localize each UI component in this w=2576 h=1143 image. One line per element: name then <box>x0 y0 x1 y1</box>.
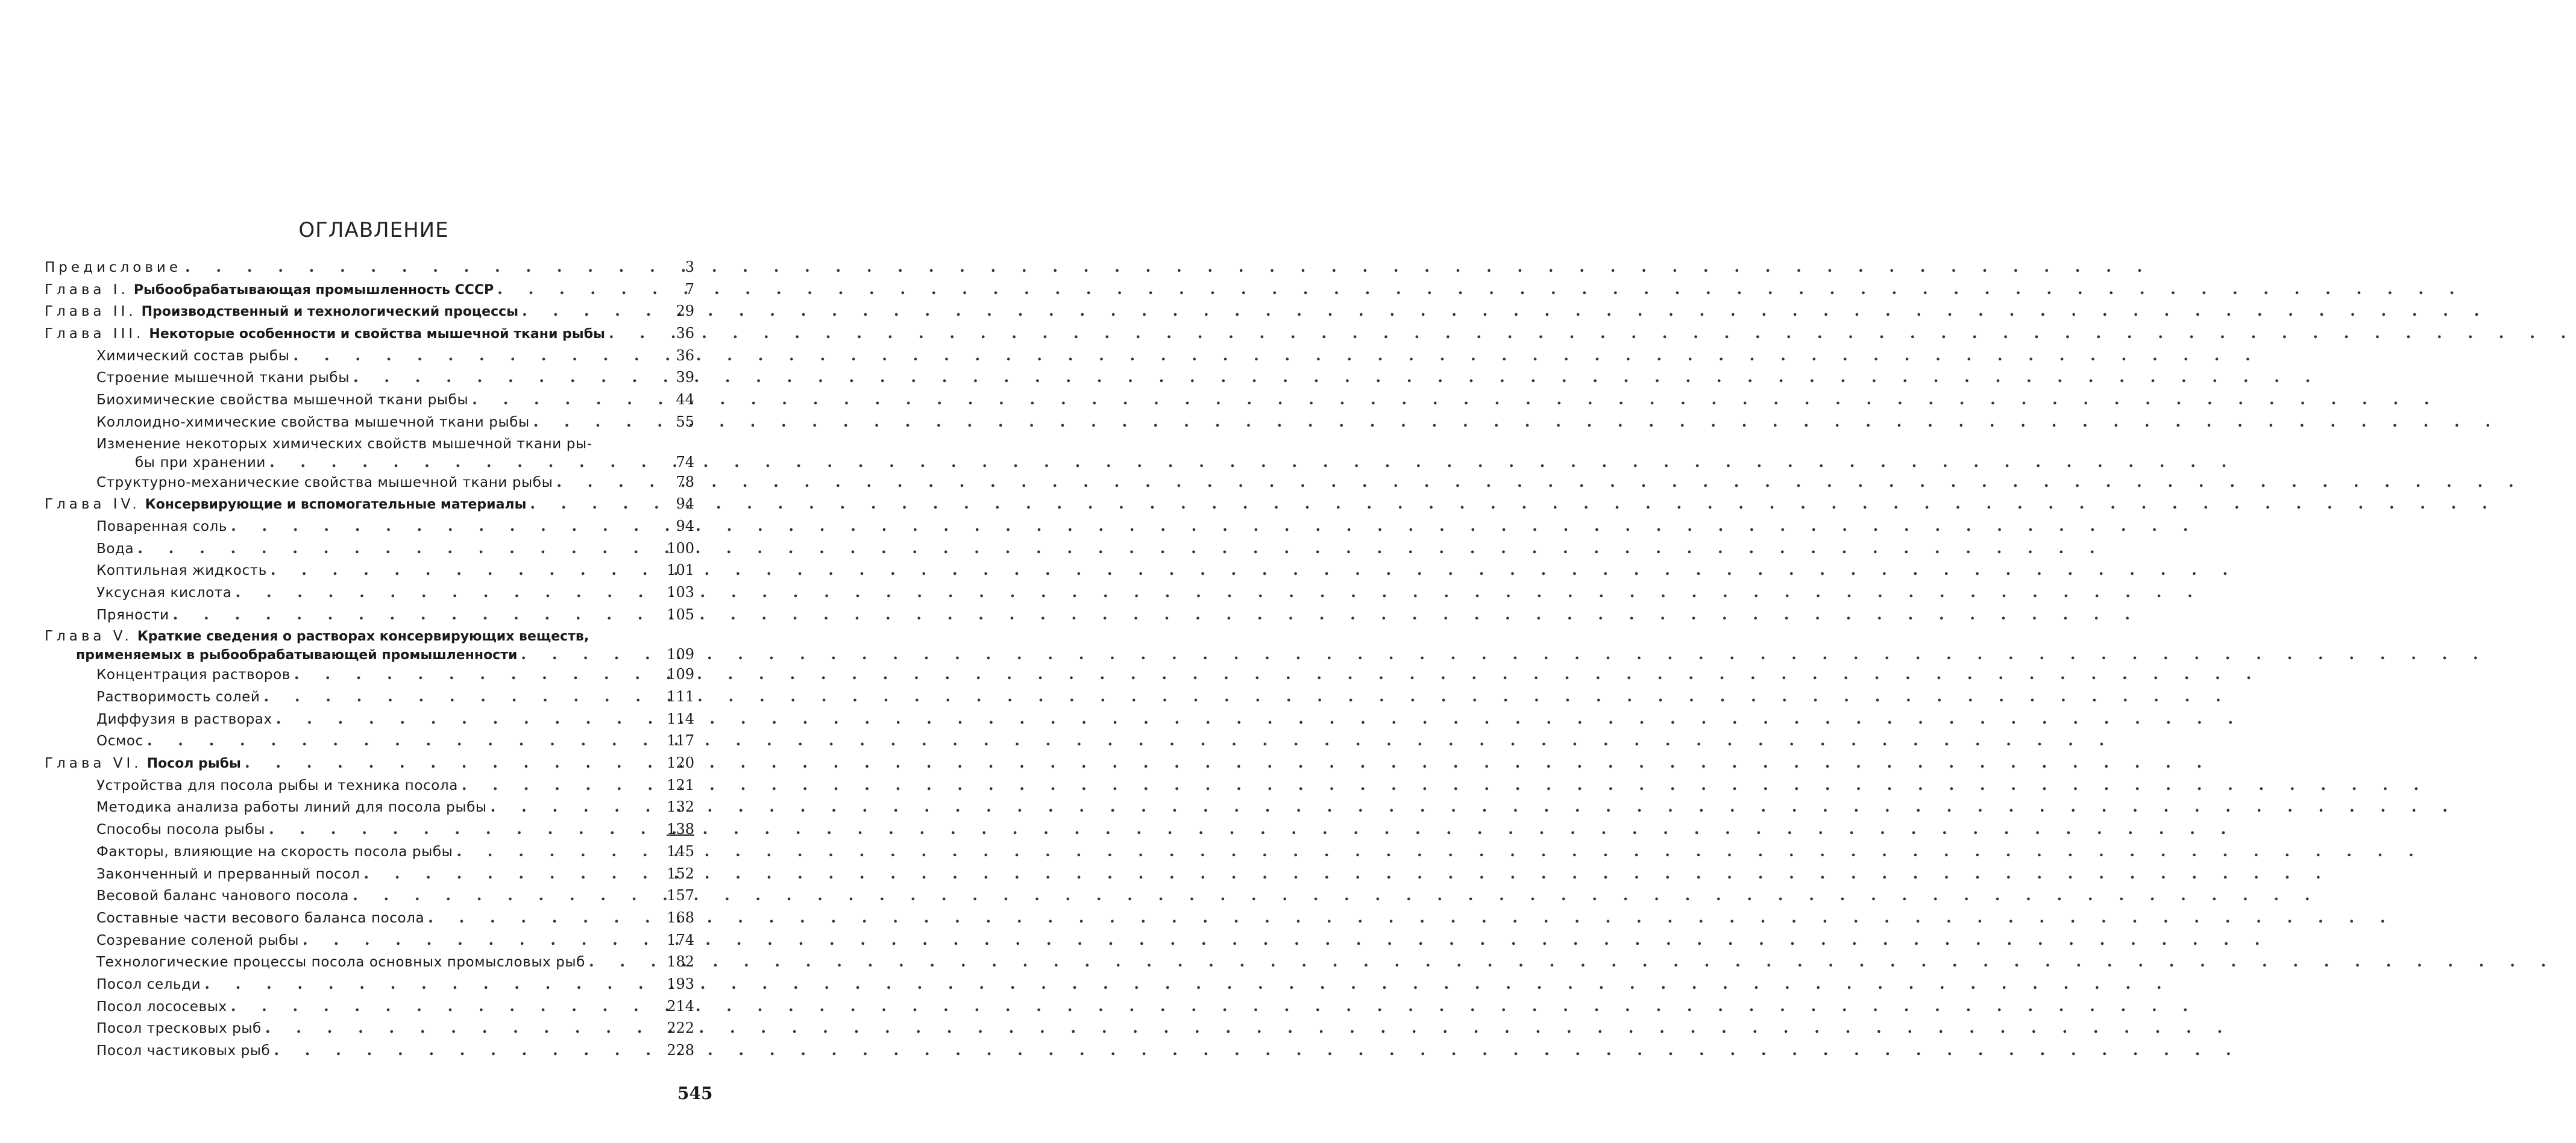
entry-label <box>96 537 134 560</box>
entry-label <box>96 929 299 952</box>
toc-chapter-entry <box>45 322 694 345</box>
entry-page-number: 7 <box>685 280 694 298</box>
entry-page-number: 214 <box>667 997 694 1015</box>
section-title: Структурно-механические свойства мышечной ткани рыбы <box>96 474 553 490</box>
dot-leader <box>497 278 663 301</box>
entry-page-number: 55 <box>676 413 694 430</box>
dot-leader <box>556 471 663 493</box>
entry-page-number: 168 <box>667 909 694 926</box>
entry-label <box>96 686 260 709</box>
entry-page-number: 101 <box>667 562 694 579</box>
page-number: 545 <box>677 1083 713 1103</box>
dot-leader <box>204 973 663 995</box>
entry-page-number: 228 <box>667 1042 694 1059</box>
section-title: Посол сельди <box>96 976 201 992</box>
dot-leader <box>428 907 663 929</box>
entry-page-number: 44 <box>676 391 694 409</box>
toc-section-entry <box>45 951 694 973</box>
chapter-prefix: Предисловие <box>45 260 181 275</box>
section-title: Коллоидно-химические свойства мышечной ткани рыбы <box>96 414 530 430</box>
toc-section-entry <box>45 973 694 995</box>
entry-label <box>45 256 181 279</box>
dot-leader <box>353 366 663 389</box>
entry-page-number: 132 <box>667 798 694 816</box>
dot-leader <box>231 515 663 537</box>
toc-section-entry <box>45 537 694 560</box>
dot-leader <box>185 256 663 278</box>
dot-leader <box>521 645 663 663</box>
dot-leader <box>173 604 663 626</box>
entry-label <box>96 345 290 368</box>
chapter-title: Некоторые особенности и свойства мышечной ткани рыбы <box>149 327 605 342</box>
section-title: Вода <box>96 540 134 557</box>
section-title: Посол частиковых рыб <box>96 1043 271 1059</box>
toc-chapter-entry <box>45 752 694 774</box>
section-title: Созревание соленой рыбы <box>96 932 300 948</box>
entry-label <box>96 389 468 412</box>
entry-page-number: 94 <box>676 495 694 513</box>
entry-label <box>96 1017 262 1040</box>
toc-section-entry <box>45 995 694 1018</box>
entry-label <box>45 322 605 346</box>
toc-section-entry <box>45 581 694 604</box>
entry-page-number: 94 <box>676 517 694 534</box>
toc-section-entry <box>45 366 694 389</box>
entry-page-number: 138 <box>667 821 694 838</box>
entry-label <box>96 663 291 686</box>
entry-page-number: 152 <box>667 865 694 882</box>
entry-page-number: 174 <box>667 931 694 948</box>
book-page <box>0 0 723 1143</box>
toc-section-entry-continued <box>45 453 694 471</box>
section-title: Технологические процессы посола основных промысловых рыб <box>96 954 585 971</box>
chapter-title: Рыбообрабатывающая промышленность СССР <box>133 282 494 298</box>
chapter-prefix: Глава II. <box>45 304 137 320</box>
toc-section-entry <box>45 730 694 752</box>
section-title-continued: бы при хранении <box>135 454 266 471</box>
toc-section-entry <box>45 863 694 885</box>
dot-leader <box>265 1017 663 1039</box>
toc-section-entry <box>45 663 694 686</box>
toc-chapter-entry <box>45 493 694 515</box>
chapter-title: Консервирующие и вспомогательные материалы <box>145 497 527 513</box>
section-title: Законченный и прерванный посол <box>96 866 360 882</box>
entry-label <box>96 604 169 627</box>
entry-page-number: 29 <box>676 302 694 320</box>
dot-leader <box>274 1039 663 1062</box>
section-title: Методика анализа работы линий для посола рыбы <box>96 800 487 816</box>
dot-leader <box>491 796 663 818</box>
section-title: Поваренная соль <box>96 518 228 534</box>
entry-label <box>96 885 349 907</box>
toc-section-entry <box>45 515 694 537</box>
entry-page-number: 145 <box>667 842 694 860</box>
section-title: Растворимость солей <box>96 689 260 705</box>
toc-section-entry <box>45 1017 694 1039</box>
entry-page-number: 105 <box>667 606 694 623</box>
toc-section-entry <box>45 471 694 493</box>
entry-label <box>96 411 530 434</box>
section-title: Посол тресковых рыб <box>96 1021 262 1037</box>
toc-section-entry <box>45 389 694 411</box>
dot-leader <box>271 559 663 581</box>
entry-label <box>96 995 227 1018</box>
dot-leader <box>530 493 663 515</box>
section-title: Биохимические свойства мышечной ткани рыбы <box>96 392 469 409</box>
dot-leader <box>472 389 663 411</box>
entry-label <box>135 453 266 472</box>
dot-leader <box>462 774 663 797</box>
section-title: Факторы, влияющие на скорость посола рыбы <box>96 844 453 860</box>
entry-label <box>96 841 453 863</box>
table-of-contents <box>45 256 694 1062</box>
entry-label <box>96 433 592 454</box>
dot-leader <box>245 752 663 774</box>
entry-page-number: 111 <box>667 688 694 705</box>
section-title: Коптильная жидкость <box>96 563 267 579</box>
entry-page-number: 222 <box>667 1019 694 1037</box>
entry-page-number: 36 <box>676 325 694 342</box>
toc-chapter-entry-continued <box>45 645 694 663</box>
toc-section-entry <box>45 559 694 581</box>
entry-page-number: 182 <box>667 953 694 971</box>
dot-leader <box>609 322 663 345</box>
toc-section-entry <box>45 774 694 797</box>
section-title: Осмос <box>96 733 143 750</box>
chapter-prefix: Глава VI. <box>45 756 142 772</box>
entry-label <box>96 515 227 538</box>
toc-chapter-entry <box>45 278 694 301</box>
toc-chapter-entry <box>45 256 694 278</box>
entry-label <box>96 863 360 886</box>
toc-chapter-entry <box>45 300 694 322</box>
entry-label <box>45 493 526 516</box>
entry-label <box>96 1039 270 1062</box>
entry-page-number: 103 <box>667 583 694 601</box>
entry-label <box>76 645 517 665</box>
toc-section-entry <box>45 929 694 951</box>
dot-leader <box>533 411 663 433</box>
entry-label <box>96 951 585 974</box>
entry-page-number: 114 <box>667 710 694 727</box>
entry-label <box>96 774 458 797</box>
chapter-prefix: Глава V. <box>45 628 133 645</box>
entry-label <box>96 366 350 389</box>
toc-section-entry <box>45 907 694 929</box>
entry-label <box>96 818 265 841</box>
toc-section-entry <box>45 818 694 841</box>
section-title: Уксусная кислота <box>96 584 232 601</box>
entry-page-number: 193 <box>667 975 694 992</box>
entry-page-number: 157 <box>667 887 694 904</box>
section-title: Химический состав рыбы <box>96 348 290 364</box>
toc-chapter-entry <box>45 625 694 645</box>
entry-label <box>96 973 201 996</box>
dot-leader <box>263 686 663 708</box>
entry-label <box>96 796 487 819</box>
section-title: Концентрация растворов <box>96 667 291 683</box>
entry-page-number: 121 <box>667 776 694 794</box>
chapter-prefix: Глава IV. <box>45 496 140 513</box>
toc-section-entry <box>45 345 694 367</box>
entry-label <box>96 471 553 494</box>
dot-leader <box>522 300 663 322</box>
chapter-prefix: Глава III. <box>45 326 145 342</box>
entry-page-number: 120 <box>667 754 694 772</box>
entry-page-number: 100 <box>667 539 694 557</box>
toc-section-entry <box>45 885 694 907</box>
dot-leader <box>363 863 663 885</box>
dot-leader <box>137 537 663 560</box>
entry-label <box>96 907 424 930</box>
dot-leader <box>353 885 663 907</box>
dot-leader <box>294 663 663 686</box>
entry-page-number: 3 <box>685 258 694 275</box>
section-title: Весовой баланс чанового посола <box>96 888 350 904</box>
entry-page-number: 109 <box>667 646 694 663</box>
entry-label <box>45 625 589 647</box>
toc-section-entry <box>45 686 694 708</box>
chapter-title: Краткие сведения о растворах консервирующих веществ, <box>137 629 589 645</box>
section-title: Пряности <box>96 607 169 623</box>
entry-label <box>96 581 231 604</box>
entry-page-number: 74 <box>676 453 694 471</box>
dot-leader <box>276 708 663 730</box>
toc-section-entry <box>45 604 694 626</box>
dot-leader <box>231 995 663 1018</box>
entry-label <box>96 708 272 731</box>
section-title: Посол лососевых <box>96 998 227 1015</box>
section-title: Строение мышечной ткани рыбы <box>96 370 350 386</box>
entry-label <box>45 300 518 324</box>
page-title: ОГЛАВЛЕНИЕ <box>298 218 449 242</box>
dot-leader <box>269 453 663 471</box>
entry-page-number: 117 <box>667 732 694 750</box>
chapter-title: Производственный и технологический процессы <box>141 304 519 320</box>
chapter-prefix: Глава I. <box>45 281 129 298</box>
entry-label <box>45 278 494 302</box>
toc-section-entry <box>45 708 694 730</box>
dot-leader <box>589 951 663 973</box>
entry-label <box>96 730 143 753</box>
toc-section-entry <box>45 433 694 453</box>
dot-leader <box>303 929 663 951</box>
section-title: Изменение некоторых химических свойств мышечной ткани ры- <box>96 436 592 452</box>
toc-section-entry <box>45 1039 694 1062</box>
toc-section-entry <box>45 841 694 863</box>
dot-leader <box>456 841 663 863</box>
entry-page-number: 78 <box>676 473 694 490</box>
chapter-title: Посол рыбы <box>146 756 241 772</box>
section-title: Составные части весового баланса посола <box>96 910 425 926</box>
section-title: Диффузия в растворах <box>96 711 272 727</box>
dot-leader <box>147 730 663 752</box>
entry-page-number: 109 <box>667 666 694 683</box>
entry-label <box>45 752 241 775</box>
chapter-title-continued: применяемых в рыбообрабатывающей промышленности <box>76 648 518 663</box>
dot-leader <box>269 818 663 841</box>
section-title: Устройства для посола рыбы и техника посола <box>96 777 458 794</box>
toc-section-entry <box>45 411 694 433</box>
entry-label <box>96 559 267 582</box>
entry-page-number: 39 <box>676 369 694 386</box>
dot-leader <box>235 581 663 604</box>
toc-section-entry <box>45 796 694 818</box>
section-title: Способы посола рыбы <box>96 822 265 838</box>
entry-page-number: 36 <box>676 346 694 364</box>
dot-leader <box>294 345 663 367</box>
